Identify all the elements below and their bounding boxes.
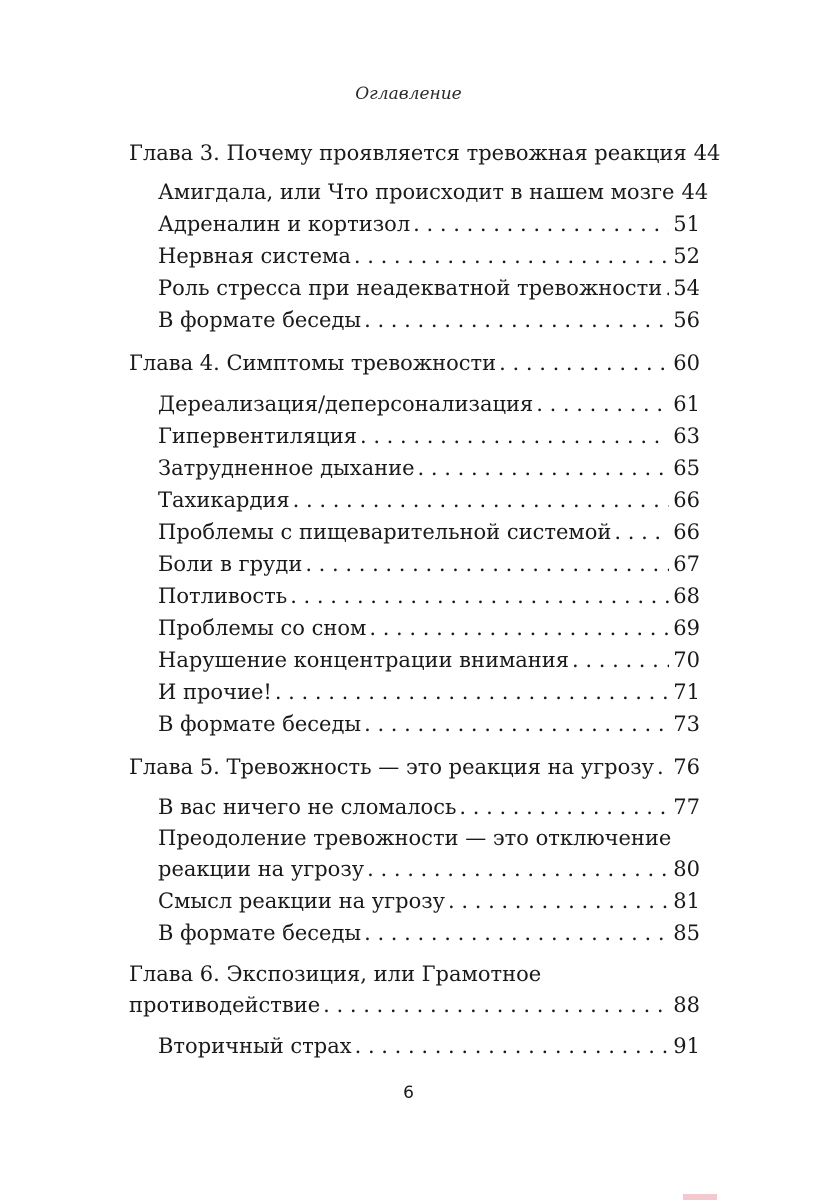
toc-section-others[interactable] <box>158 676 700 708</box>
dot-leader <box>572 644 669 676</box>
toc-entry-title: противодействие <box>129 993 321 1017</box>
toc-entry-title: реакции на угрозу <box>158 857 365 881</box>
dot-leader <box>293 484 670 516</box>
toc-entry-title: Адреналин и кортизол <box>158 212 411 236</box>
toc-section-stress-role[interactable] <box>158 272 700 304</box>
toc-section-adrenaline[interactable] <box>158 208 700 240</box>
toc-entry-title: Нервная система <box>158 244 351 268</box>
toc-entry-title: Глава 3. Почему проявляется тревожная реакция <box>129 141 687 165</box>
toc-entry-title: Потливость <box>158 584 288 608</box>
toc-section-nothing-broken[interactable] <box>158 791 700 823</box>
toc-entry-title: Роль стресса при неадекватной тревожности <box>158 276 663 300</box>
toc-entry-page: 63 <box>673 424 700 448</box>
toc-section-tachycardia[interactable] <box>158 484 700 516</box>
dot-leader <box>665 272 669 304</box>
dot-leader <box>364 304 669 336</box>
toc-entry-page: 51 <box>673 212 700 236</box>
toc-entry-title: Вторичный страх <box>158 1034 352 1058</box>
dot-leader <box>657 751 669 783</box>
toc-chapter-6[interactable] <box>129 989 700 1021</box>
toc-entry-title: В формате беседы <box>158 308 362 332</box>
dot-leader <box>418 452 670 484</box>
toc-entry-page: 68 <box>673 584 700 608</box>
dot-leader <box>364 917 669 949</box>
toc-chapter-5[interactable] <box>129 751 700 783</box>
toc-section-amygdala[interactable] <box>158 176 709 208</box>
toc-section-nervous-system[interactable] <box>158 240 700 272</box>
toc-chapter-3[interactable] <box>129 137 721 169</box>
dot-leader <box>364 708 669 740</box>
toc-entry-page: 44 <box>681 180 709 204</box>
toc-entry-title: И прочие! <box>158 680 272 704</box>
toc-entry-page: 85 <box>673 921 700 945</box>
toc-section-overcoming[interactable] <box>158 853 700 885</box>
toc-entry-page: 54 <box>673 276 700 300</box>
toc-entry-page: 44 <box>693 141 721 165</box>
dot-leader <box>360 420 669 452</box>
toc-entry-page: 66 <box>673 520 700 544</box>
toc-entry-page: 70 <box>673 648 700 672</box>
toc-section-derealization[interactable] <box>158 388 700 420</box>
toc-entry-page: 88 <box>673 993 700 1017</box>
toc-entry-title: Тахикардия <box>158 488 290 512</box>
toc-entry-page: 81 <box>673 889 700 913</box>
toc-section-concentration[interactable] <box>158 644 700 676</box>
toc-entry-page: 73 <box>673 712 700 736</box>
toc-section-overcoming-line1[interactable]: Преодоление тревожности — это отключение <box>158 826 672 850</box>
toc-entry-page: 60 <box>673 351 700 375</box>
toc-section-conversation-3[interactable] <box>158 917 700 949</box>
toc-entry-title: Нарушение концентрации внимания <box>158 648 570 672</box>
dot-leader <box>459 791 669 823</box>
page-number: 6 <box>403 1083 414 1103</box>
dot-leader <box>413 208 669 240</box>
toc-entry-page: 76 <box>673 755 700 779</box>
toc-entry-title: Проблемы с пищеварительной системой <box>158 520 612 544</box>
toc-entry-title: Гипервентиляция <box>158 424 357 448</box>
dot-leader <box>275 676 669 708</box>
toc-section-hyperventilation[interactable] <box>158 420 700 452</box>
toc-entry-page: 56 <box>673 308 700 332</box>
toc-entry-page: 71 <box>673 680 700 704</box>
toc-section-breathing[interactable] <box>158 452 700 484</box>
toc-entry-page: 91 <box>673 1034 700 1058</box>
toc-entry-page: 69 <box>673 616 700 640</box>
dot-leader <box>536 388 669 420</box>
toc-entry-title: В формате беседы <box>158 712 362 736</box>
toc-entry-page: 80 <box>673 857 700 881</box>
dot-leader <box>448 885 669 917</box>
dot-leader <box>355 1030 670 1062</box>
dot-leader <box>323 989 669 1021</box>
toc-entry-title: Боли в груди <box>158 552 303 576</box>
toc-entry-page: 61 <box>673 392 700 416</box>
toc-section-digestive[interactable] <box>158 516 700 548</box>
toc-chapter-4[interactable] <box>129 347 700 379</box>
toc-entry-page: 52 <box>673 244 700 268</box>
toc-section-threat-meaning[interactable] <box>158 885 700 917</box>
running-head-title: Оглавление <box>355 84 462 104</box>
toc-entry-page: 77 <box>673 795 700 819</box>
toc-section-conversation-1[interactable] <box>158 304 700 336</box>
toc-entry-title: В вас ничего не сломалось <box>158 795 457 819</box>
dot-leader <box>614 516 669 548</box>
toc-section-sweating[interactable] <box>158 580 700 612</box>
toc-entry-title: Затрудненное дыхание <box>158 456 415 480</box>
toc-entry-title: Глава 4. Симптомы тревожности <box>129 351 497 375</box>
toc-entry-title: Смысл реакции на угрозу <box>158 889 446 913</box>
dot-leader <box>367 853 669 885</box>
dot-leader <box>305 548 669 580</box>
toc-entry-title: Амигдала, или Что происходит в нашем мозге <box>158 180 675 204</box>
toc-entry-title: Проблемы со сном <box>158 616 367 640</box>
toc-section-chest-pain[interactable] <box>158 548 700 580</box>
toc-entry-title: Дереализация/деперсонализация <box>158 392 534 416</box>
toc-section-conversation-2[interactable] <box>158 708 700 740</box>
toc-chapter-6-line1[interactable]: Глава 6. Экспозиция, или Грамотное <box>129 962 542 986</box>
toc-entry-page: 66 <box>673 488 700 512</box>
dot-leader <box>499 347 669 379</box>
scan-corner-mark <box>683 1194 717 1200</box>
toc-entry-title: Глава 5. Тревожность — это реакция на угрозу <box>129 755 655 779</box>
toc-entry-title: В формате беседы <box>158 921 362 945</box>
toc-section-secondary-fear[interactable] <box>158 1030 700 1062</box>
dot-leader <box>354 240 669 272</box>
dot-leader <box>369 612 669 644</box>
dot-leader <box>290 580 669 612</box>
toc-section-sleep[interactable] <box>158 612 700 644</box>
toc-entry-page: 67 <box>673 552 700 576</box>
toc-entry-page: 65 <box>673 456 700 480</box>
